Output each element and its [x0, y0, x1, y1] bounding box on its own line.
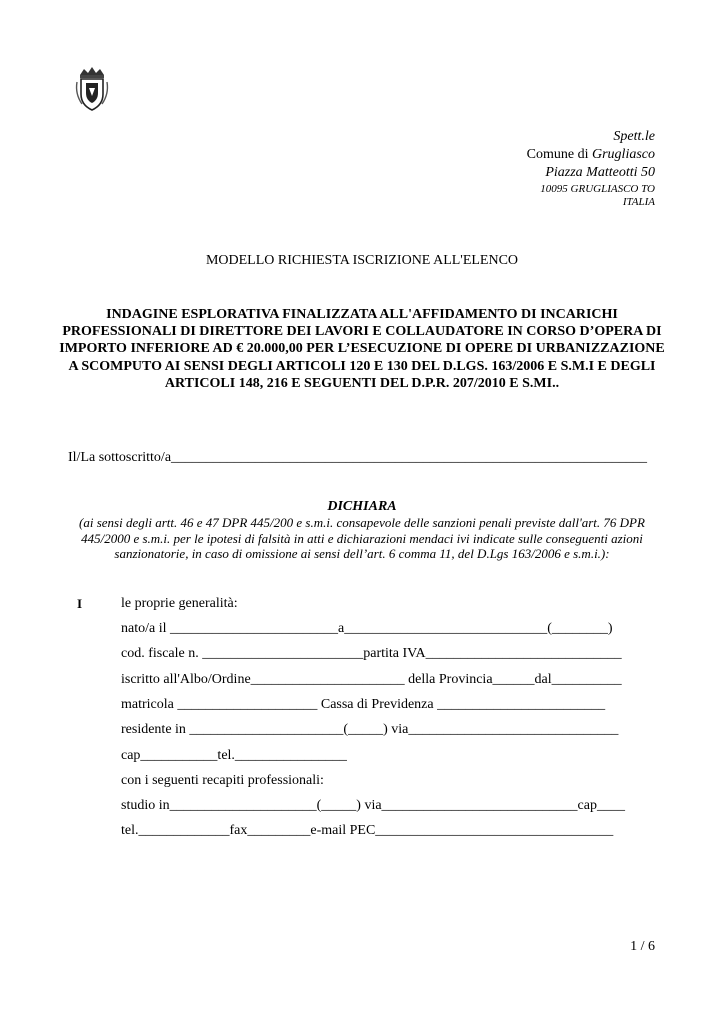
tax-code-field-line[interactable]: cod. fiscale n. _______________________partita IVA____________________________ [121, 646, 622, 661]
studio-field-line[interactable]: studio in_____________________(_____) via____________________________cap____ [121, 798, 625, 813]
coat-of-arms-icon [74, 66, 110, 112]
birth-field-line[interactable]: nato/a il ________________________a_____________________________(________) [121, 621, 613, 636]
addressee-salutation: Spett.le [613, 129, 655, 144]
residence-field-line[interactable]: residente in ______________________(_____) via______________________________ [121, 722, 619, 737]
section-intro: le proprie generalità: [121, 596, 238, 611]
addressee-city: 10095 GRUGLIASCO TO [540, 183, 655, 195]
dichiara-note: (ai sensi degli artt. 46 e 47 DPR 445/200 e s.m.i. consapevole delle sanzioni penali previste dall'art. 76 DPR 445/2000 e s.m.i. per le ipotesi di falsità in atti e dichiarazioni mendaci ivi indicate sulle conseguenti azioni sanzionatorie, in caso di omissione ai sensi dell’art. 6 comma 11, del D.Lgs 163/2006 e s.m.i.): [79, 515, 645, 561]
main-title: INDAGINE ESPLORATIVA FINALIZZATA ALL'AFFIDAMENTO DI INCARICHI PROFESSIONALI DI DIRETTORE DEI LAVORI E COLLAUDATORE IN CORSO D’OPERA DI IMPORTO INFERIORE AD € 20.000,00 PER L’ESECUZIONE DI OPERE DI URBANIZZAZIONE A SCOMPUTO AI SENSI DEGLI ARTICOLI 120 E 130 DEL D.LGS. 163/2006 E S.M.I E DEGLI ARTICOLI 148, 216 E SEGUENTI DEL D.P.R. 207/2010 E S.MI.. [59, 307, 665, 391]
addressee-country: ITALIA [622, 196, 655, 208]
addressee-comune-name: Grugliasco [592, 147, 655, 162]
dichiara-heading: DICHIARA [327, 499, 397, 514]
matricola-field-line[interactable]: matricola ____________________ Cassa di Previdenza ________________________ [121, 697, 606, 712]
section-number: I [77, 596, 83, 611]
addressee-street: Piazza Matteotti 50 [545, 165, 655, 180]
addressee-comune-prefix: Comune di [526, 147, 592, 162]
form-title: MODELLO RICHIESTA ISCRIZIONE ALL'ELENCO [205, 253, 519, 268]
register-field-line[interactable]: iscritto all'Albo/Ordine______________________ della Provincia______dal__________ [121, 672, 622, 687]
addressee-comune [527, 147, 655, 163]
recapiti-label: con i seguenti recapiti professionali: [121, 773, 324, 788]
contact-field-line[interactable]: tel._____________fax_________e-mail PEC__________________________________ [121, 823, 614, 838]
cap-tel-field-line[interactable]: cap___________tel.________________ [121, 748, 347, 763]
page-number: 1 / 6 [630, 939, 655, 954]
sottoscritto-field[interactable]: Il/La sottoscritto/a____________________________________________________________________ [68, 450, 648, 465]
